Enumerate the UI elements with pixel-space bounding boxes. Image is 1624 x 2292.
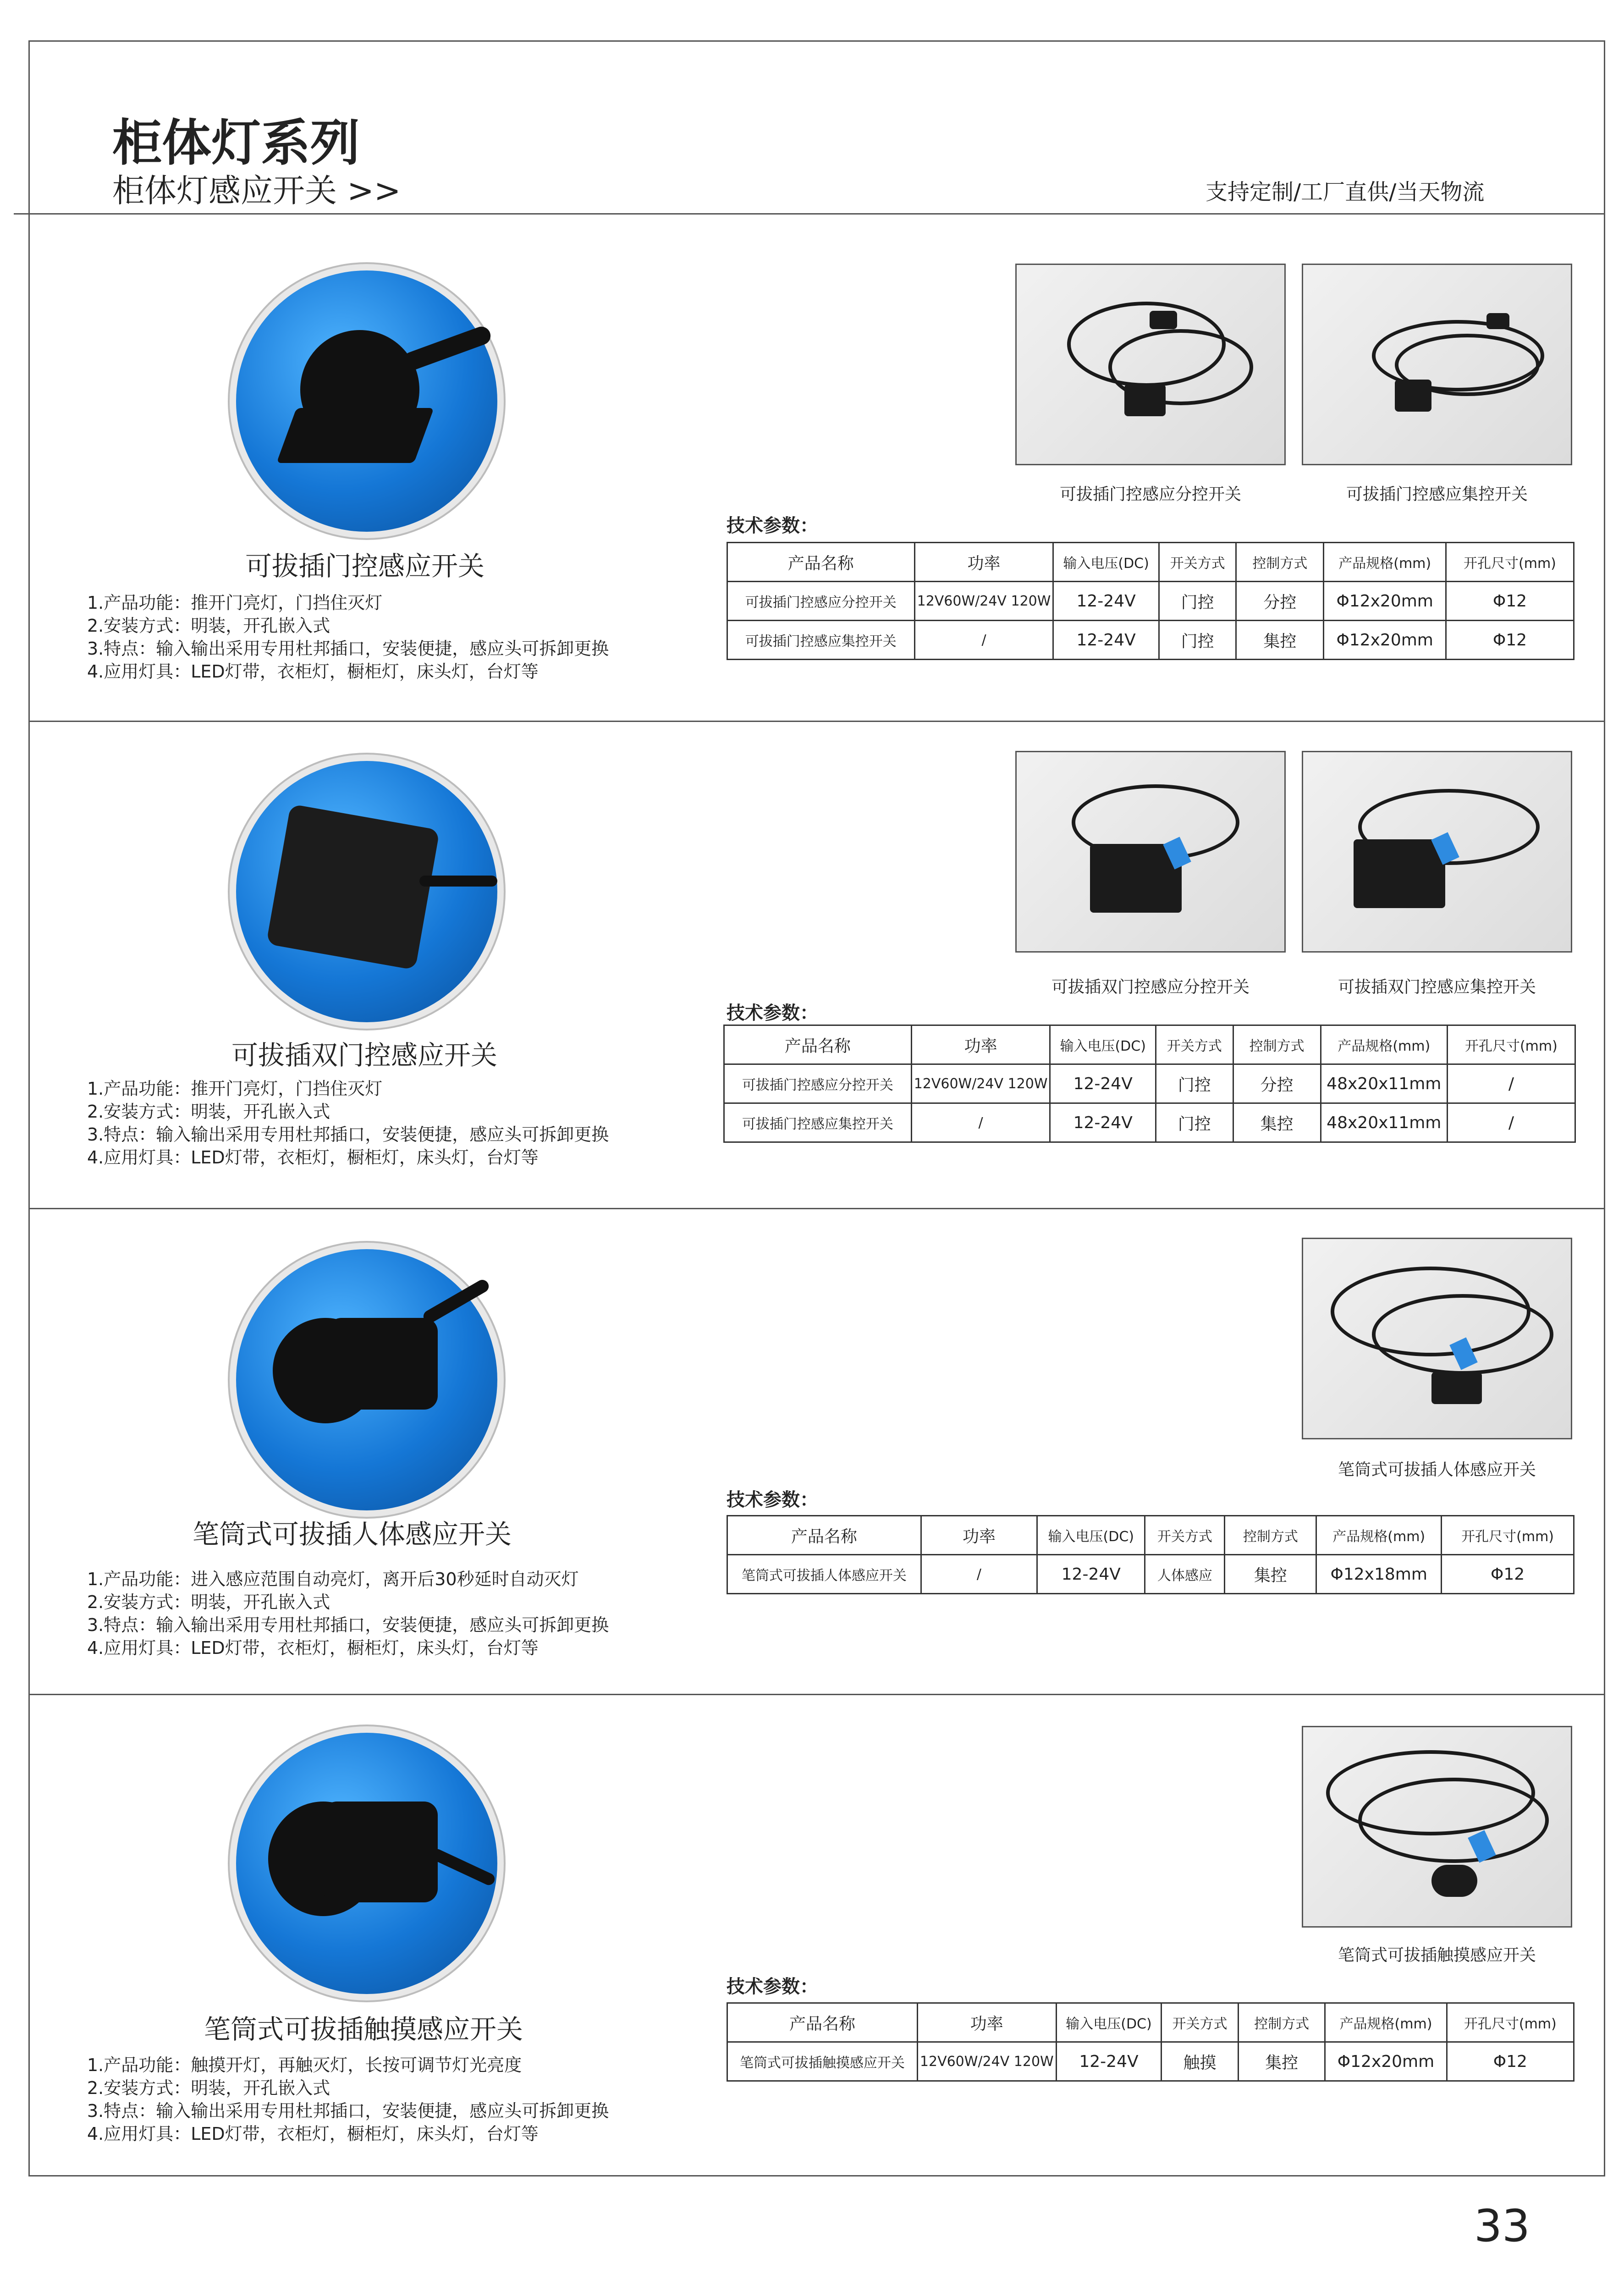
table-cell: 48x20x11mm [1321,1103,1447,1142]
table-cell: / [914,621,1053,660]
product-image-double-door-switch [236,761,497,1022]
photo-caption: 笔筒式可拔插人体感应开关 [1338,1460,1536,1479]
page-number: 33 [1474,2200,1530,2252]
feature-item: 2.安装方式：明装，开孔嵌入式 [87,1102,330,1122]
header-cell: 开孔尺寸(mm) [1447,1025,1575,1064]
spec-table [727,2002,1574,2082]
table-cell: 门控 [1159,621,1236,660]
header-cell: 产品规格(mm) [1325,2003,1447,2042]
table-cell: / [921,1555,1037,1594]
table-cell: 12V60W/24V 120W [911,1064,1050,1103]
section-divider-3 [28,1694,1605,1695]
header-cell: 开关方式 [1162,2003,1239,2042]
table-row [724,1064,1575,1103]
table-cell: Φ12 [1446,582,1574,621]
feature-list [87,591,609,683]
params-label: 技术参数： [727,1489,818,1510]
product-name: 笔筒式可拔插触摸感应开关 [204,2014,523,2045]
header-cell: 产品名称 [724,1025,912,1064]
table-cell: 12-24V [1053,621,1159,660]
table-cell: Φ12x20mm [1324,621,1446,660]
header-cell: 功率 [917,2003,1056,2042]
feature-item: 2.安装方式：明装，开孔嵌入式 [87,1592,330,1612]
header-cell: 产品规格(mm) [1324,543,1446,582]
header-cell: 产品名称 [727,1516,921,1555]
product-name: 可拔插门控感应开关 [245,551,485,582]
header-cell: 开关方式 [1145,1516,1225,1555]
table-cell: 集控 [1233,1103,1321,1142]
header-cell: 产品名称 [727,543,915,582]
params-label: 技术参数： [727,1003,818,1024]
photo-caption: 可拔插门控感应分控开关 [1059,485,1241,504]
feature-item: 4.应用灯具：LED灯带，衣柜灯，橱柜灯，床头灯，台灯等 [87,2124,539,2144]
table-cell: Φ12x18mm [1316,1555,1442,1594]
table-cell: 12-24V [1056,2042,1162,2081]
product-photo [1302,751,1572,953]
product-image-touch-switch [236,1733,497,1994]
table-cell: 分控 [1236,582,1324,621]
feature-item: 2.安装方式：明装，开孔嵌入式 [87,616,330,636]
product-photo [1015,264,1286,465]
header-cell: 控制方式 [1233,1025,1321,1064]
spec-table [727,542,1574,660]
table-cell: 12V60W/24V 120W [914,582,1053,621]
table-cell: / [911,1103,1050,1142]
table-cell: / [1447,1103,1575,1142]
photo-caption: 可拔插双门控感应分控开关 [1051,978,1250,997]
product-photo [1302,1726,1572,1928]
feature-item: 1.产品功能：推开门亮灯，门挡住灭灯 [87,1079,383,1099]
feature-list [87,1568,609,1659]
page-title: 柜体灯系列 [112,115,360,172]
table-cell: Φ12 [1442,1555,1574,1594]
slogan: 支持定制/工厂直供/当天物流 [1206,179,1485,205]
feature-item: 1.产品功能：触摸开灯，再触灭灯，长按可调节灯光亮度 [87,2055,522,2075]
table-header-row [727,1516,1574,1555]
table-row [727,1555,1574,1594]
table-row [727,582,1574,621]
product-photo [1302,1238,1572,1439]
header-cell: 功率 [911,1025,1050,1064]
feature-item: 4.应用灯具：LED灯带，衣柜灯，橱柜灯，床头灯，台灯等 [87,1638,539,1658]
params-label: 技术参数： [727,1976,818,1997]
table-cell: / [1447,1064,1575,1103]
feature-list [87,1077,609,1169]
table-row [724,1103,1575,1142]
header-cell: 产品名称 [727,2003,918,2042]
header-cell: 控制方式 [1238,2003,1325,2042]
table-cell: 门控 [1156,1103,1233,1142]
table-cell: 可拔插门控感应集控开关 [727,621,915,660]
table-cell: 12-24V [1037,1555,1145,1594]
table-cell: 人体感应 [1145,1555,1225,1594]
feature-item: 3.特点：输入输出采用专用杜邦插口，安装便捷，感应头可拆卸更换 [87,1124,609,1145]
header-cell: 开孔尺寸(mm) [1446,543,1574,582]
table-cell: 可拔插门控感应分控开关 [727,582,915,621]
table-cell: 12V60W/24V 120W [917,2042,1056,2081]
section-divider-2 [28,1208,1605,1209]
header-cell: 开孔尺寸(mm) [1442,1516,1574,1555]
table-row [727,621,1574,660]
header-cell: 开关方式 [1159,543,1236,582]
table-cell: 集控 [1238,2042,1325,2081]
table-cell: 集控 [1225,1555,1316,1594]
section-divider-1 [28,721,1605,722]
table-cell: 笔筒式可拔插触摸感应开关 [727,2042,918,2081]
feature-item: 4.应用灯具：LED灯带，衣柜灯，橱柜灯，床头灯，台灯等 [87,661,539,682]
table-header-row [724,1025,1575,1064]
params-label: 技术参数： [727,515,818,536]
table-row [727,2042,1574,2081]
spec-table [723,1025,1576,1143]
header-cell: 开关方式 [1156,1025,1233,1064]
table-cell: 可拔插门控感应集控开关 [724,1103,912,1142]
table-cell: Φ12 [1447,2042,1574,2081]
table-cell: 门控 [1156,1064,1233,1103]
header-cell: 产品规格(mm) [1321,1025,1447,1064]
table-cell: 12-24V [1050,1064,1156,1103]
table-header-row [727,543,1574,582]
header-cell: 输入电压(DC) [1053,543,1159,582]
table-cell: 12-24V [1050,1103,1156,1142]
page-subtitle: 柜体灯感应开关 >> [112,172,401,209]
header-cell: 产品规格(mm) [1316,1516,1442,1555]
header-cell: 输入电压(DC) [1056,2003,1162,2042]
table-cell: 分控 [1233,1064,1321,1103]
header-cell: 功率 [914,543,1053,582]
feature-item: 2.安装方式：明装，开孔嵌入式 [87,2078,330,2098]
table-cell: 触摸 [1162,2042,1239,2081]
feature-item: 3.特点：输入输出采用专用杜邦插口，安装便捷，感应头可拆卸更换 [87,639,609,659]
table-cell: Φ12 [1446,621,1574,660]
table-cell: 笔筒式可拔插人体感应开关 [727,1555,921,1594]
table-cell: Φ12x20mm [1325,2042,1447,2081]
spec-table [727,1515,1574,1594]
feature-item: 3.特点：输入输出采用专用杜邦插口，安装便捷，感应头可拆卸更换 [87,1615,609,1635]
photo-caption: 可拔插双门控感应集控开关 [1338,978,1536,997]
product-name: 笔筒式可拔插人体感应开关 [193,1519,512,1550]
product-image-door-switch [236,270,497,532]
header-divider [14,213,1605,215]
header-cell: 输入电压(DC) [1050,1025,1156,1064]
feature-item: 4.应用灯具：LED灯带，衣柜灯，橱柜灯，床头灯，台灯等 [87,1147,539,1168]
photo-caption: 可拔插门控感应集控开关 [1346,485,1528,504]
product-image-pir-switch [236,1249,497,1510]
table-cell: 可拔插门控感应分控开关 [724,1064,912,1103]
photo-caption: 笔筒式可拔插触摸感应开关 [1338,1946,1536,1965]
product-name: 可拔插双门控感应开关 [231,1040,498,1071]
table-header-row [727,2003,1574,2042]
feature-item: 3.特点：输入输出采用专用杜邦插口，安装便捷，感应头可拆卸更换 [87,2101,609,2121]
table-cell: 12-24V [1053,582,1159,621]
product-photo [1015,751,1286,953]
header-cell: 功率 [921,1516,1037,1555]
product-photo [1302,264,1572,465]
table-cell: 集控 [1236,621,1324,660]
feature-item: 1.产品功能：进入感应范围自动亮灯，离开后30秒延时自动灭灯 [87,1569,579,1589]
header-cell: 输入电压(DC) [1037,1516,1145,1555]
header-cell: 控制方式 [1225,1516,1316,1555]
feature-item: 1.产品功能：推开门亮灯，门挡住灭灯 [87,593,383,613]
feature-list [87,2054,609,2145]
table-cell: Φ12x20mm [1324,582,1446,621]
header-cell: 开孔尺寸(mm) [1447,2003,1574,2042]
table-cell: 48x20x11mm [1321,1064,1447,1103]
header-cell: 控制方式 [1236,543,1324,582]
table-cell: 门控 [1159,582,1236,621]
